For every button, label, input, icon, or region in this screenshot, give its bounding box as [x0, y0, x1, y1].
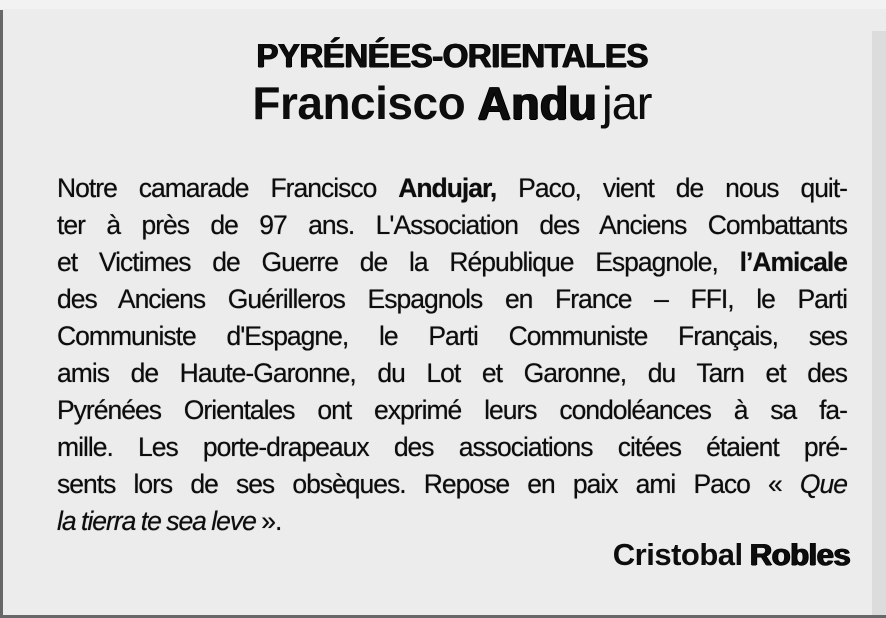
text-run: l’Amicale	[739, 247, 847, 277]
body-line	[57, 466, 847, 503]
text-run: mille. Les porte-drapeaux des associations citées étaient pré-	[57, 432, 847, 462]
scan-left-border	[0, 10, 3, 618]
body-line	[57, 244, 847, 281]
text-run: la tierra te sea leve	[57, 506, 256, 536]
signature	[57, 538, 850, 572]
body-line	[57, 170, 847, 207]
article-body	[57, 170, 847, 540]
scan-right-shadow	[872, 31, 886, 615]
region-kicker: PYRÉNÉES-ORIENTALES	[256, 37, 648, 74]
text-run: amis de Haute-Garonne, du Lot et Garonne, du Tarn et des	[57, 358, 847, 388]
title-firstname: Francisco	[252, 77, 478, 129]
body-line	[57, 503, 847, 540]
text-run: Paco, vient de nous quit-	[496, 173, 848, 203]
text-run: des Anciens Guérilleros Espagnols en France – FFI, le Parti	[57, 284, 847, 314]
signature-firstname: Cristobal	[612, 537, 743, 572]
text-run: et Victimes de Guerre de la République Espagnole,	[57, 247, 740, 277]
title-surname-heavy: Andu	[477, 77, 597, 129]
body-line	[57, 429, 847, 466]
body-line	[57, 281, 847, 318]
article-title	[57, 78, 847, 128]
body-line	[57, 207, 847, 244]
text-run: Communiste d'Espagne, le Parti Communiste Français, ses	[57, 321, 847, 351]
text-run: ter à près de 97 ans. L'Association des Anciens Combattants	[57, 210, 847, 240]
text-run: ».	[255, 506, 282, 536]
body-line	[57, 355, 847, 392]
text-run: Andujar,	[398, 173, 497, 203]
text-run: Que	[799, 469, 847, 499]
title-surname-light: jar	[601, 77, 652, 129]
body-line	[57, 392, 847, 429]
text-run: sents lors de ses obsèques. Repose en paix ami Paco «	[57, 469, 800, 499]
signature-surname: Robles	[749, 537, 850, 572]
body-line	[57, 318, 847, 355]
scan-top-light-strip	[0, 0, 886, 9]
text-run: Pyrénées Orientales ont exprimé leurs condoléances à sa fa-	[57, 395, 847, 425]
text-run: Notre camarade Francisco	[57, 173, 399, 203]
